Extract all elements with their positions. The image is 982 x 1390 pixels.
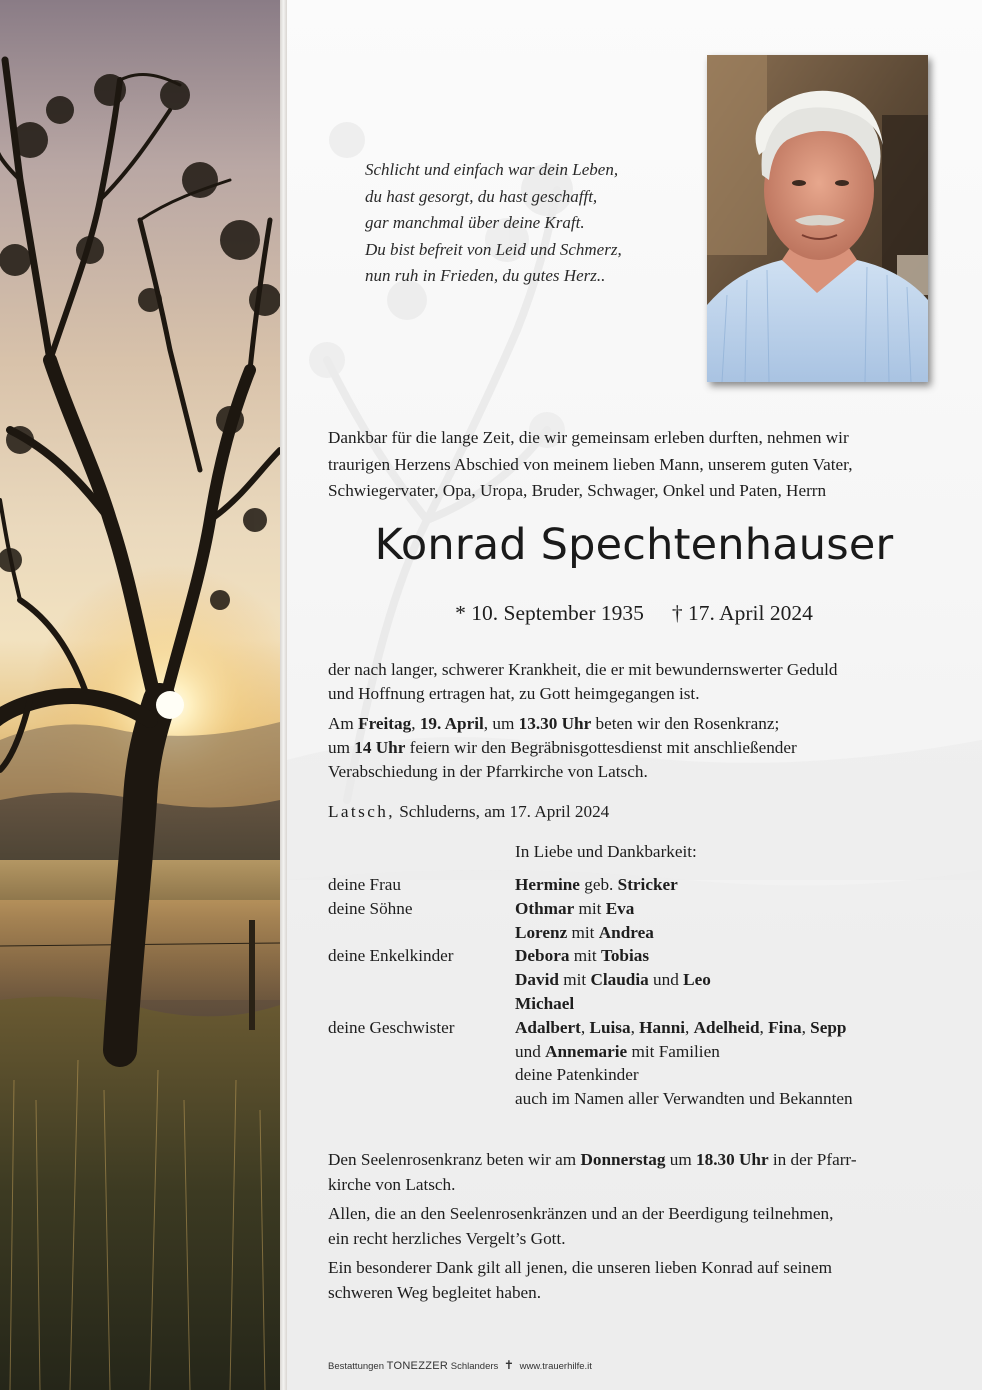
poem-line: gar manchmal über deine Kraft. — [365, 213, 585, 232]
intro-paragraph — [328, 425, 940, 505]
family-row: auch im Namen aller Verwandten und Bekannten — [515, 1089, 853, 1109]
tree-silhouette — [0, 0, 280, 1390]
deceased-name: Konrad Spechtenhauser — [374, 520, 894, 570]
intro-line: Schwiegervater, Opa, Uropa, Bruder, Schwager, Onkel und Paten, Herrn — [328, 481, 827, 500]
family-row: deine Frau Hermine geb. Stricker — [328, 875, 678, 894]
intro-line: Dankbar für die lange Zeit, die wir gemeinsam erleben durften, nehmen wir — [328, 428, 849, 447]
body-line: der nach langer, schwerer Krankheit, die er mit bewundernswerter Geduld — [328, 660, 838, 679]
body-line: Am Freitag, 19. April, um 13.30 Uhr beten wir den Rosenkranz; — [328, 714, 780, 733]
birth-date: * 10. September 1935 — [455, 601, 644, 625]
poem-line: du hast gesorgt, du hast geschafft, — [365, 186, 598, 206]
family-row: deine Geschwister Adalbert, Luisa, Hanni, Adelheid, Fina, Sepp — [328, 1017, 847, 1037]
closing-paragraph: Allen, die an den Seelenrosenkränzen und an der Beerdigung teilnehmen, ein recht herzliches Vergelt’s Gott. — [328, 1204, 834, 1248]
life-dates — [328, 601, 940, 626]
service-paragraph — [328, 712, 940, 784]
illness-paragraph — [328, 658, 940, 706]
family-row: Michael — [515, 993, 575, 1013]
closing-paragraphs — [328, 1148, 940, 1310]
thanks-heading: In Liebe und Dankbarkeit: — [515, 842, 697, 861]
family-row: David mit Claudia und Leo — [515, 970, 711, 990]
cross-logo-icon: ✝ — [503, 1358, 514, 1372]
death-date: † 17. April 2024 — [671, 601, 813, 625]
family-row: deine Patenkinder — [515, 1065, 639, 1085]
family-row: und Annemarie mit Familien — [515, 1041, 720, 1061]
place-and-date: Latsch, Schluderns, am 17. April 2024 — [328, 802, 610, 821]
memorial-poem — [365, 157, 685, 290]
poem-line: Du bist befreit von Leid und Schmerz, — [365, 239, 622, 259]
family-list — [328, 873, 940, 1111]
body-line: und Hoffnung ertragen hat, zu Gott heimgegangen ist. — [328, 684, 700, 703]
family-row: deine Enkelkinder Debora mit Tobias — [328, 946, 650, 966]
poem-line: Schlicht und einfach war dein Leben, — [365, 160, 619, 179]
body-line: Verabschiedung in der Pfarrkirche von Latsch. — [328, 762, 648, 781]
family-row: Lorenz mit Andrea — [515, 922, 654, 942]
vertical-divider — [280, 0, 287, 1390]
tree-sunrise-photo — [0, 0, 280, 1390]
body-line: um 14 Uhr feiern wir den Begräbnisgottesdienst mit anschließender — [328, 738, 797, 757]
footer-url[interactable]: www.trauerhilfe.it — [519, 1361, 592, 1372]
portrait-photo — [707, 55, 928, 382]
poem-line: nun ruh in Frieden, du gutes Herz.. — [365, 266, 606, 285]
portrait-illustration — [707, 55, 928, 382]
closing-paragraph: Den Seelenrosenkranz beten wir am Donnerstag um 18.30 Uhr in der Pfarr- kirche von Latsch. — [328, 1150, 857, 1194]
intro-line: traurigen Herzens Abschied von meinem lieben Mann, unserem guten Vater, — [328, 454, 853, 474]
closing-paragraph: Ein besonderer Dank gilt all jenen, die unseren lieben Konrad auf seinem schweren Weg begleitet haben. — [328, 1258, 832, 1302]
family-row: deine Söhne Othmar mit Eva — [328, 898, 635, 918]
footer-credit: Bestattungen TONEZZER Schlanders ✝ www.trauerhilfe.it — [328, 1358, 592, 1372]
